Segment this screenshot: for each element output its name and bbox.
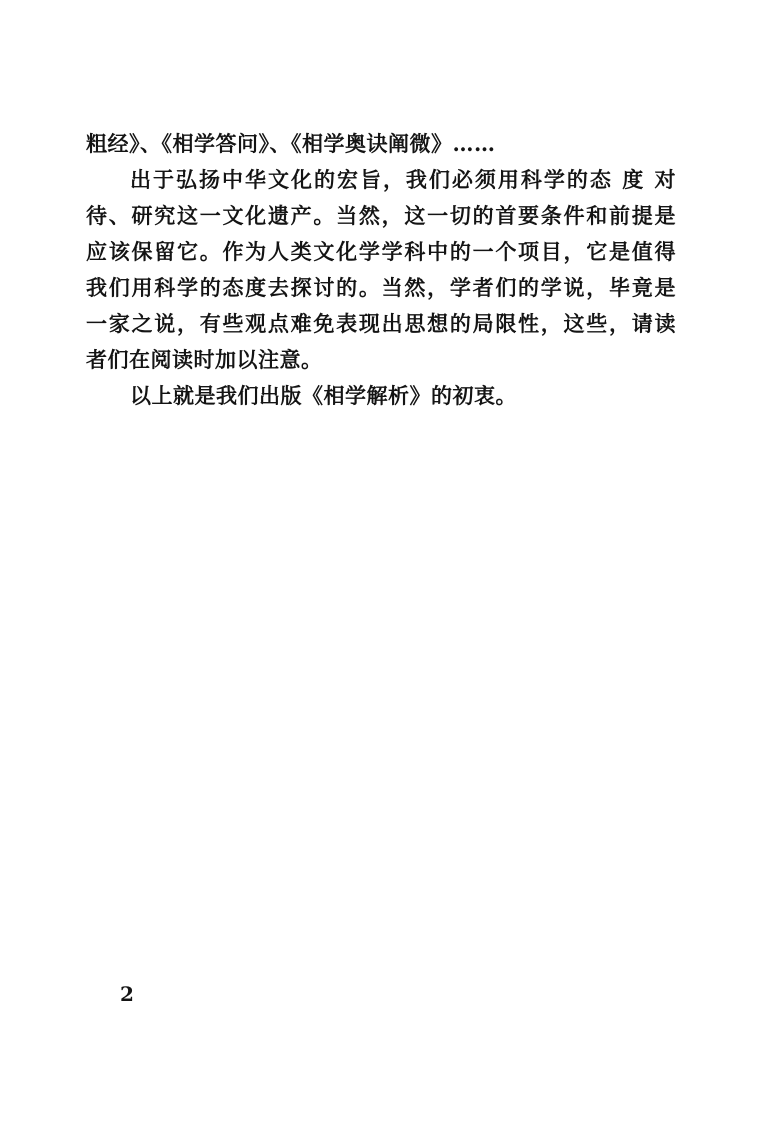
text-line: 粗经》、《相学答问》、《相学奥诀阐微》…… [86,131,496,156]
text-line: 者们在阅读时加以注意。 [86,347,323,372]
paragraph-start-line: 出于弘扬中华文化的宏旨，我们必须用科学的态 度 对 [130,167,676,192]
text-line: 一家之说，有些观点难免表现出思想的局限性，这些，请读 [86,311,676,336]
text-line: 我们用科学的态度去探讨的。当然，学者们的学说，毕竟是 [86,275,676,300]
paragraph-start-line: 以上就是我们出版《相学解析》的初衷。 [130,383,517,408]
text-line: 应该保留它。作为人类文化学学科中的一个项目，它是值得 [86,239,676,264]
text-line: 待、研究这一文化遗产。当然，这一切的首要条件和前提是 [86,203,676,228]
page-number: 2 [120,982,134,1006]
body-text [86,126,676,414]
